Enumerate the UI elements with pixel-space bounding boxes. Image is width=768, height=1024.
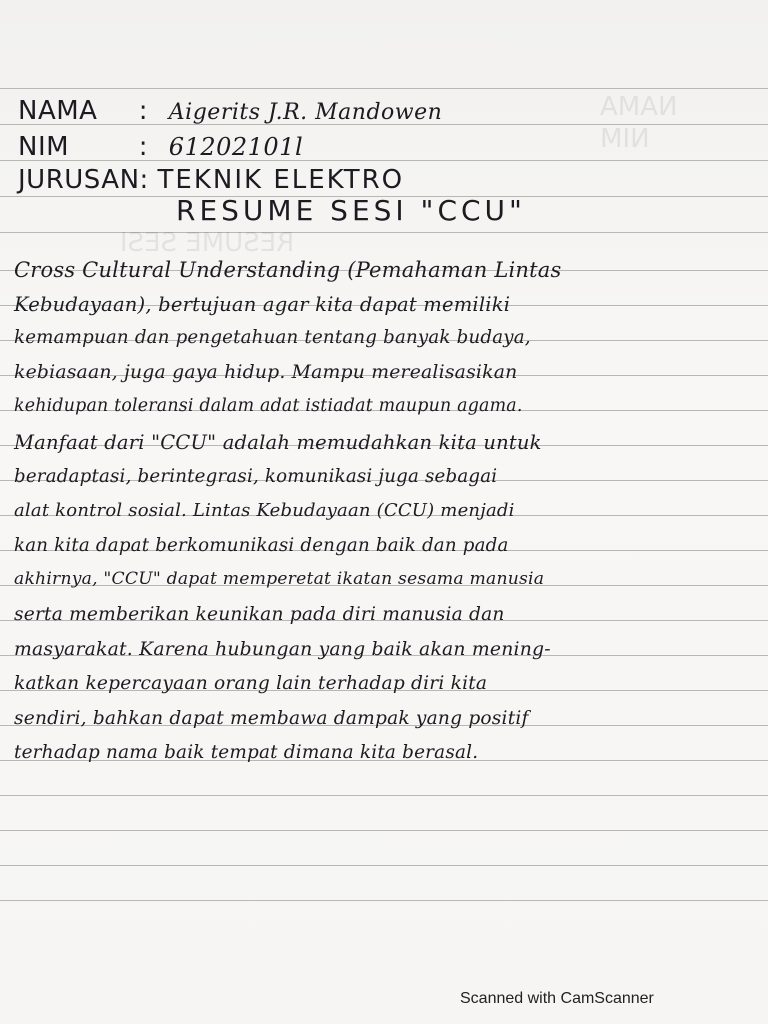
nim-label: NIM (18, 132, 70, 162)
nim-separator: : (138, 132, 149, 162)
nim-row (18, 132, 303, 162)
ruled-line (0, 232, 768, 233)
bleed-through-mark: RESUME SESI (120, 228, 295, 258)
body-line: masyarakat. Karena hubungan yang baik akan mening- (14, 638, 551, 660)
body-line: sendiri, bahkan dapat membawa dampak yang positif (14, 707, 529, 729)
body-line: terhadap nama baik tempat dimana kita berasal. (14, 742, 479, 764)
jurusan-row (18, 165, 404, 195)
nama-value: Aigerits J.R. Mandowen (168, 100, 443, 125)
page-title: RESUME SESI "CCU" (176, 194, 526, 227)
body-line: Manfaat dari "CCU" adalah memudahkan kita untuk (14, 431, 542, 454)
jurusan-value: TEKNIK ELEKTRO (157, 165, 405, 195)
body-line: alat kontrol sosial. Lintas Kebudayaan (CCU) menjadi (14, 500, 515, 522)
nama-row (18, 96, 442, 126)
bleed-through-mark: NIM (600, 124, 650, 154)
nama-label: NAMA (18, 96, 98, 126)
body-line: kemampuan dan pengetahuan tentang banyak budaya, (14, 327, 531, 349)
ruled-line (0, 830, 768, 831)
ruled-line (0, 88, 768, 89)
ruled-line (0, 795, 768, 796)
body-line: serta memberikan keunikan pada diri manusia dan (14, 604, 505, 625)
body-line: Kebudayaan), bertujuan agar kita dapat memiliki (14, 292, 511, 316)
bleed-through-mark: NAMA (600, 92, 678, 122)
ruled-line (0, 865, 768, 866)
body-line: beradaptasi, berintegrasi, komunikasi juga sebagai (14, 465, 498, 487)
body-line: kebiasaan, juga gaya hidup. Mampu merealisasikan (14, 361, 518, 383)
body-line: kehidupan toleransi dalam adat istiadat maupun agama. (14, 396, 523, 417)
jurusan-label: JURUSAN (18, 165, 140, 195)
jurusan-separator: : (139, 165, 149, 195)
body-line: akhirnya, "CCU" dapat memperetat ikatan sesama manusia (14, 569, 545, 590)
body-line: kan kita dapat berkomunikasi dengan baik dan pada (14, 534, 509, 556)
nim-value: 61202101l (168, 133, 304, 161)
nama-separator: : (138, 96, 149, 126)
body-line: katkan kepercayaan orang lain terhadap diri kita (14, 673, 488, 695)
body-line: Cross Cultural Understanding (Pemahaman Lintas (14, 258, 562, 282)
scanner-footer: Scanned with CamScanner (460, 990, 654, 1007)
ruled-line (0, 900, 768, 901)
